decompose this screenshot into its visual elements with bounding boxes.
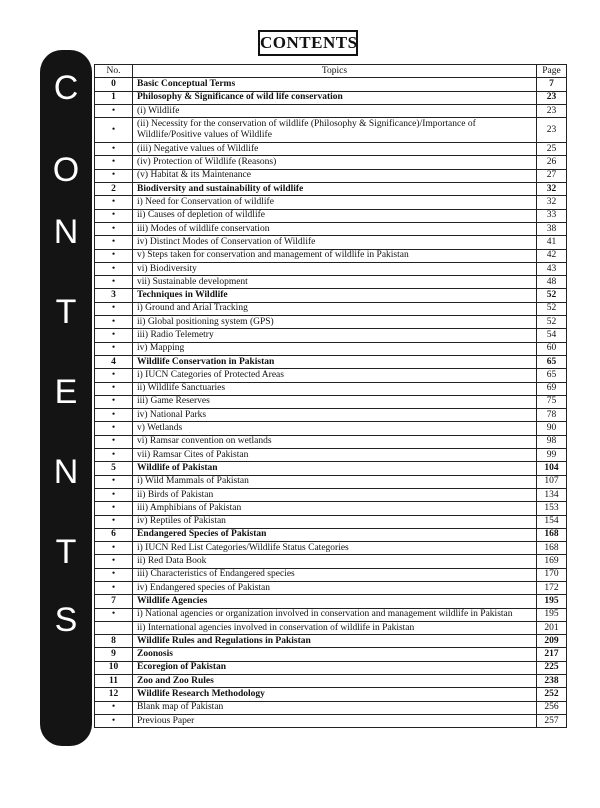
table-row: [95, 502, 567, 515]
row-number: •: [95, 449, 133, 462]
row-number: 7: [95, 595, 133, 608]
row-number: •: [95, 316, 133, 329]
row-page: 25: [537, 143, 567, 156]
row-topic: i) Wild Mammals of Pakistan: [133, 475, 537, 488]
row-number: 0: [95, 78, 133, 91]
row-page: 60: [537, 342, 567, 355]
row-topic: iv) Distinct Modes of Conservation of Wildlife: [133, 236, 537, 249]
chapter-row: [95, 289, 567, 302]
row-page: 75: [537, 395, 567, 408]
row-number: •: [95, 395, 133, 408]
row-number: 8: [95, 635, 133, 648]
table-row: [95, 276, 567, 289]
page-title: CONTENTS: [258, 30, 358, 56]
row-page: 69: [537, 382, 567, 395]
row-page: 168: [537, 528, 567, 541]
row-topic: Zoo and Zoo Rules: [133, 675, 537, 688]
row-page: 54: [537, 329, 567, 342]
table-row: [95, 515, 567, 528]
row-topic: (ii) Necessity for the conservation of wildlife (Philosophy & Significance)/Importance of Wildlife/Positive values of Wildlife: [133, 118, 537, 143]
row-page: 99: [537, 449, 567, 462]
row-number: •: [95, 435, 133, 448]
row-topic: iv) Mapping: [133, 342, 537, 355]
row-topic: Wildlife Conservation in Pakistan: [133, 355, 537, 368]
table-row: [95, 488, 567, 501]
table-row: [95, 621, 567, 634]
row-number: •: [95, 475, 133, 488]
row-topic: ii) Global positioning system (GPS): [133, 316, 537, 329]
chapter-row: [95, 688, 567, 701]
row-page: 154: [537, 515, 567, 528]
header-topics: Topics: [133, 65, 537, 78]
row-number: •: [95, 581, 133, 594]
table-row: [95, 329, 567, 342]
row-topic: Techniques in Wildlife: [133, 289, 537, 302]
row-page: 42: [537, 249, 567, 262]
row-page: 238: [537, 675, 567, 688]
row-topic: (iii) Negative values of Wildlife: [133, 143, 537, 156]
row-topic: Zoonosis: [133, 648, 537, 661]
row-number: •: [95, 276, 133, 289]
table-row: [95, 316, 567, 329]
row-number: •: [95, 542, 133, 555]
row-topic: vi) Biodiversity: [133, 262, 537, 275]
row-page: 65: [537, 355, 567, 368]
row-topic: i) IUCN Red List Categories/Wildlife Status Categories: [133, 542, 537, 555]
row-number: 4: [95, 355, 133, 368]
row-number: •: [95, 409, 133, 422]
row-number: 1: [95, 91, 133, 104]
side-letter: T: [55, 293, 77, 331]
row-page: 201: [537, 621, 567, 634]
row-page: 107: [537, 475, 567, 488]
row-page: 27: [537, 169, 567, 182]
table-row: [95, 422, 567, 435]
row-topic: i) Ground and Arial Tracking: [133, 302, 537, 315]
row-number: •: [95, 502, 133, 515]
row-page: 43: [537, 262, 567, 275]
side-letter: T: [55, 533, 77, 571]
row-topic: i) Need for Conservation of wildlife: [133, 196, 537, 209]
table-row: [95, 302, 567, 315]
table-row: [95, 714, 567, 727]
row-topic: vii) Ramsar Cites of Pakistan: [133, 449, 537, 462]
row-topic: iii) Radio Telemetry: [133, 329, 537, 342]
row-topic: iii) Amphibians of Pakistan: [133, 502, 537, 515]
chapter-row: [95, 355, 567, 368]
row-topic: ii) Wildlife Sanctuaries: [133, 382, 537, 395]
row-topic: iv) Endangered species of Pakistan: [133, 581, 537, 594]
side-letter: N: [53, 213, 79, 251]
side-letter: O: [52, 151, 80, 189]
row-topic: Ecoregion of Pakistan: [133, 661, 537, 674]
row-page: 52: [537, 316, 567, 329]
row-number: •: [95, 382, 133, 395]
header-no: No.: [95, 65, 133, 78]
row-number: •: [95, 515, 133, 528]
row-topic: i) IUCN Categories of Protected Areas: [133, 369, 537, 382]
row-topic: ii) International agencies involved in conservation of wildlife in Pakistan: [133, 621, 537, 634]
row-topic: Blank map of Pakistan: [133, 701, 537, 714]
row-number: •: [95, 262, 133, 275]
row-page: 90: [537, 422, 567, 435]
row-topic: Wildlife of Pakistan: [133, 462, 537, 475]
chapter-row: [95, 528, 567, 541]
row-page: 33: [537, 209, 567, 222]
row-number: 6: [95, 528, 133, 541]
table-row: [95, 342, 567, 355]
row-topic: iii) Characteristics of Endangered species: [133, 568, 537, 581]
table-row: [95, 209, 567, 222]
row-topic: Wildlife Rules and Regulations in Pakistan: [133, 635, 537, 648]
row-topic: (v) Habitat & its Maintenance: [133, 169, 537, 182]
row-topic: Wildlife Agencies: [133, 595, 537, 608]
row-page: 48: [537, 276, 567, 289]
row-number: •: [95, 143, 133, 156]
table-row: [95, 555, 567, 568]
chapter-row: [95, 91, 567, 104]
row-number: 3: [95, 289, 133, 302]
row-number: 11: [95, 675, 133, 688]
row-number: 9: [95, 648, 133, 661]
row-number: •: [95, 169, 133, 182]
table-row: [95, 581, 567, 594]
table-row: [95, 222, 567, 235]
table-row: [95, 395, 567, 408]
row-number: •: [95, 555, 133, 568]
table-row: [95, 249, 567, 262]
row-topic: v) Wetlands: [133, 422, 537, 435]
row-page: 169: [537, 555, 567, 568]
row-page: 26: [537, 156, 567, 169]
row-number: •: [95, 369, 133, 382]
row-page: 38: [537, 222, 567, 235]
row-topic: vii) Sustainable development: [133, 276, 537, 289]
row-topic: v) Steps taken for conservation and management of wildlife in Pakistan: [133, 249, 537, 262]
row-number: •: [95, 488, 133, 501]
table-row: [95, 262, 567, 275]
row-number: •: [95, 156, 133, 169]
row-topic: Endangered Species of Pakistan: [133, 528, 537, 541]
row-topic: i) National agencies or organization involved in conservation and management wildlife in Pakistan: [133, 608, 537, 621]
row-number: [95, 621, 133, 634]
table-row: [95, 568, 567, 581]
row-page: 256: [537, 701, 567, 714]
row-number: •: [95, 222, 133, 235]
row-topic: vi) Ramsar convention on wetlands: [133, 435, 537, 448]
row-number: 10: [95, 661, 133, 674]
table-header-row: [95, 65, 567, 78]
row-page: 225: [537, 661, 567, 674]
row-number: •: [95, 701, 133, 714]
row-topic: Philosophy & Significance of wild life conservation: [133, 91, 537, 104]
row-number: •: [95, 608, 133, 621]
row-page: 195: [537, 595, 567, 608]
row-topic: iv) Reptiles of Pakistan: [133, 515, 537, 528]
row-page: 7: [537, 78, 567, 91]
table-row: [95, 449, 567, 462]
row-page: 23: [537, 104, 567, 117]
row-topic: Basic Conceptual Terms: [133, 78, 537, 91]
side-letter: S: [54, 601, 78, 639]
row-page: 32: [537, 183, 567, 196]
row-page: 98: [537, 435, 567, 448]
table-row: [95, 156, 567, 169]
row-page: 257: [537, 714, 567, 727]
row-topic: iii) Modes of wildlife conservation: [133, 222, 537, 235]
chapter-row: [95, 635, 567, 648]
row-topic: Previous Paper: [133, 714, 537, 727]
row-page: 23: [537, 91, 567, 104]
row-number: 5: [95, 462, 133, 475]
row-topic: (iv) Protection of Wildlife (Reasons): [133, 156, 537, 169]
table-row: [95, 169, 567, 182]
table-row: [95, 369, 567, 382]
row-number: •: [95, 302, 133, 315]
row-page: 172: [537, 581, 567, 594]
row-page: 23: [537, 118, 567, 143]
table-row: [95, 118, 567, 143]
chapter-row: [95, 661, 567, 674]
table-row: [95, 608, 567, 621]
row-topic: ii) Birds of Pakistan: [133, 488, 537, 501]
contents-body: [95, 78, 567, 728]
row-number: •: [95, 104, 133, 117]
row-number: •: [95, 329, 133, 342]
side-banner: [40, 50, 92, 746]
row-page: 170: [537, 568, 567, 581]
table-row: [95, 143, 567, 156]
row-page: 65: [537, 369, 567, 382]
side-letter: C: [53, 69, 79, 107]
table-row: [95, 382, 567, 395]
row-topic: ii) Causes of depletion of wildlife: [133, 209, 537, 222]
row-topic: (i) Wildlife: [133, 104, 537, 117]
row-topic: Wildlife Research Methodology: [133, 688, 537, 701]
row-number: •: [95, 714, 133, 727]
row-page: 52: [537, 302, 567, 315]
row-number: •: [95, 422, 133, 435]
row-number: •: [95, 118, 133, 143]
side-letter: N: [53, 453, 79, 491]
row-page: 217: [537, 648, 567, 661]
row-topic: iii) Game Reserves: [133, 395, 537, 408]
row-number: •: [95, 249, 133, 262]
side-letter: E: [54, 373, 78, 411]
chapter-row: [95, 462, 567, 475]
row-page: 134: [537, 488, 567, 501]
row-number: •: [95, 196, 133, 209]
table-row: [95, 409, 567, 422]
row-page: 195: [537, 608, 567, 621]
row-page: 153: [537, 502, 567, 515]
chapter-row: [95, 648, 567, 661]
row-number: 2: [95, 183, 133, 196]
table-row: [95, 236, 567, 249]
row-topic: ii) Red Data Book: [133, 555, 537, 568]
row-topic: iv) National Parks: [133, 409, 537, 422]
row-page: 252: [537, 688, 567, 701]
row-page: 32: [537, 196, 567, 209]
row-page: 209: [537, 635, 567, 648]
chapter-row: [95, 595, 567, 608]
table-row: [95, 542, 567, 555]
row-number: 12: [95, 688, 133, 701]
row-page: 41: [537, 236, 567, 249]
chapter-row: [95, 78, 567, 91]
header-page: Page: [537, 65, 567, 78]
row-number: •: [95, 568, 133, 581]
row-number: •: [95, 342, 133, 355]
row-page: 168: [537, 542, 567, 555]
contents-table: [94, 64, 567, 728]
row-number: •: [95, 209, 133, 222]
row-page: 52: [537, 289, 567, 302]
table-row: [95, 701, 567, 714]
chapter-row: [95, 183, 567, 196]
table-row: [95, 196, 567, 209]
table-row: [95, 475, 567, 488]
table-row: [95, 104, 567, 117]
row-topic: Biodiversity and sustainability of wildlife: [133, 183, 537, 196]
row-number: •: [95, 236, 133, 249]
row-page: 104: [537, 462, 567, 475]
row-page: 78: [537, 409, 567, 422]
chapter-row: [95, 675, 567, 688]
table-row: [95, 435, 567, 448]
